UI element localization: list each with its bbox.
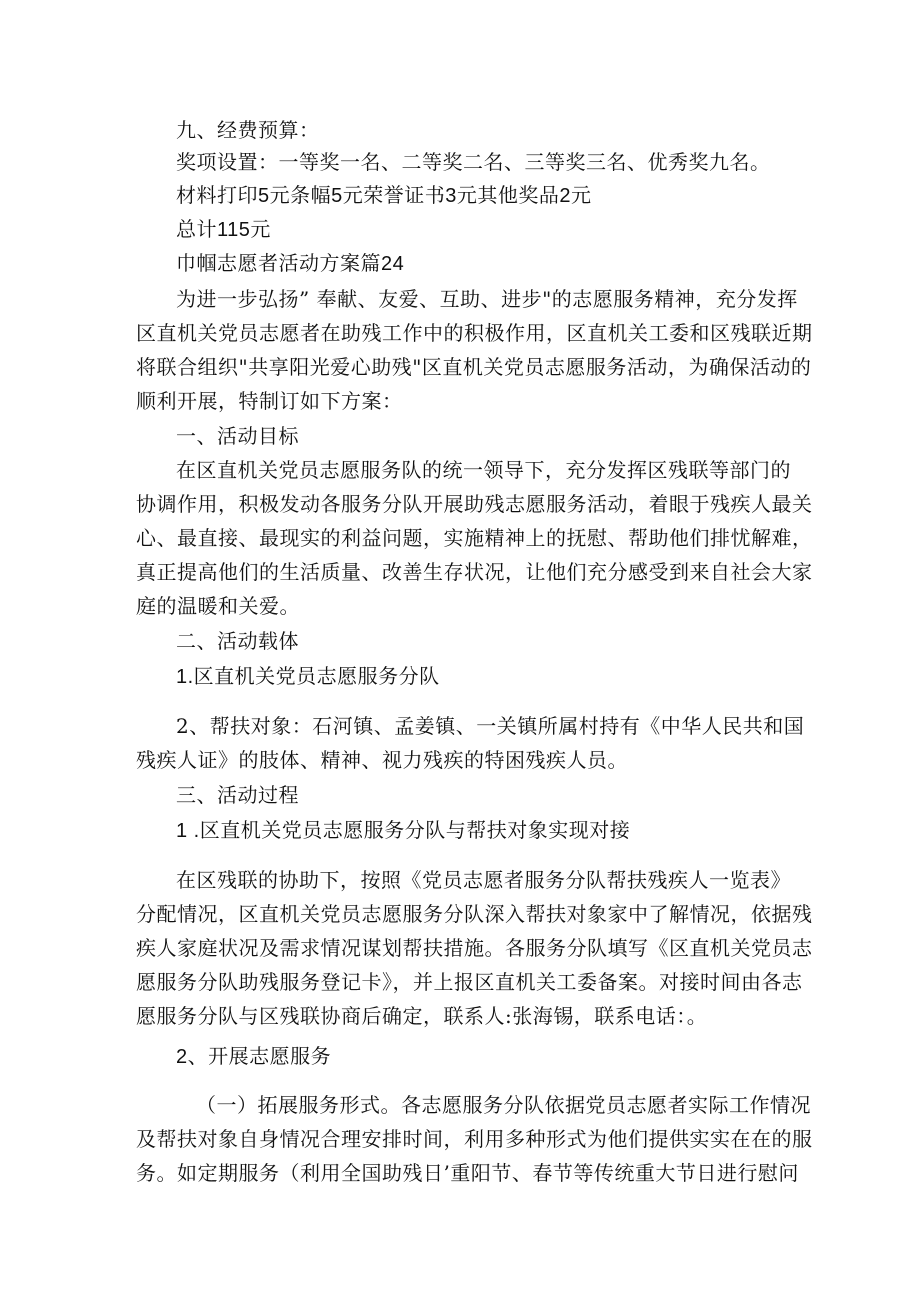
- heading-activity-process: 三、活动过程: [176, 783, 299, 807]
- heading-activity-carrier: 二、活动载体: [176, 629, 299, 653]
- paragraph-line: 在区直机关党员志愿服务队的统一领导下，充分发挥区残联等部门的: [176, 458, 791, 482]
- paragraph-line: 将联合组织"共享阳光爱心助残"区直机关党员志愿服务活动，为确保活动的: [136, 355, 812, 379]
- award-settings-line: 奖项设置：一等奖一名、二等奖二名、三等奖三名、优秀奖九名。: [176, 150, 771, 174]
- paragraph-line: 心、最直接、最现实的利益问题，实施精神上的抚慰、帮助他们排忧解难，: [136, 526, 813, 550]
- paragraph-line: 疾人家庭状况及需求情况谋划帮扶措施。各服务分队填写《区直机关党员志: [136, 936, 813, 960]
- paragraph-line: 务。如定期服务（利用全国助残日’重阳节、春节等传统重大节日进行慰问: [136, 1161, 799, 1185]
- paragraph-line: （一）拓展服务形式。各志愿服务分队依据党员志愿者实际工作情况: [196, 1093, 811, 1117]
- heading-activity-goal: 一、活动目标: [176, 424, 299, 448]
- total-cost-line: 总计115元: [176, 219, 271, 241]
- section-title: 巾帼志愿者活动方案篇24: [176, 253, 405, 275]
- paragraph-line: 在区残联的协助下，按照《党员志愿者服务分队帮扶残疾人一览表》: [176, 868, 791, 892]
- budget-heading: 九、经费预算：: [176, 118, 320, 142]
- paragraph-line: 顺利开展，特制订如下方案：: [136, 389, 403, 413]
- paragraph-line: 区直机关党员志愿者在助残工作中的积极作用，区直机关工委和区残联近期: [136, 321, 813, 345]
- paragraph-line: 及帮扶对象自身情况合理安排时间，利用多种形式为他们提供实实在在的服: [136, 1127, 813, 1151]
- paragraph-line: 残疾人证》的肢体、精神、视力残疾的特困残疾人员。: [136, 748, 628, 772]
- paragraph-line: 愿服务分队助残服务登记卡》，并上报区直机关工委备案。对接时间由各志: [136, 970, 803, 994]
- process-step-2: 2、开展志愿服务: [176, 1046, 332, 1068]
- paragraph-line: 真正提高他们的生活质量、改善生存状况，让他们充分感受到来自社会大家: [136, 560, 813, 584]
- paragraph-line: 为进一步弘扬” 奉献、友爱、互助、进步"的志愿服务精神，充分发挥: [176, 287, 798, 311]
- carrier-item-1: 1.区直机关党员志愿服务分队: [176, 666, 440, 688]
- paragraph-line: 分配情况，区直机关党员志愿服务分队深入帮扶对象家中了解情况，依据残: [136, 902, 813, 926]
- paragraph-line: 愿服务分队与区残联协商后确定，联系人:张海锡，联系电话：。: [136, 1004, 708, 1028]
- materials-cost-line: 材料打印5元条幅5元荣誉证书3元其他奖品2元: [176, 185, 592, 207]
- paragraph-line: 协调作用，积极发动各服务分队开展助残志愿服务活动，着眼于残疾人最关: [136, 492, 813, 516]
- process-step-1: 1 .区直机关党员志愿服务分队与帮扶对象实现对接: [176, 820, 631, 842]
- paragraph-line: 庭的温暖和关爱。: [136, 594, 300, 618]
- paragraph-line: 2、帮扶对象：石河镇、孟姜镇、一关镇所属村持有《中华人民共和国: [176, 714, 805, 738]
